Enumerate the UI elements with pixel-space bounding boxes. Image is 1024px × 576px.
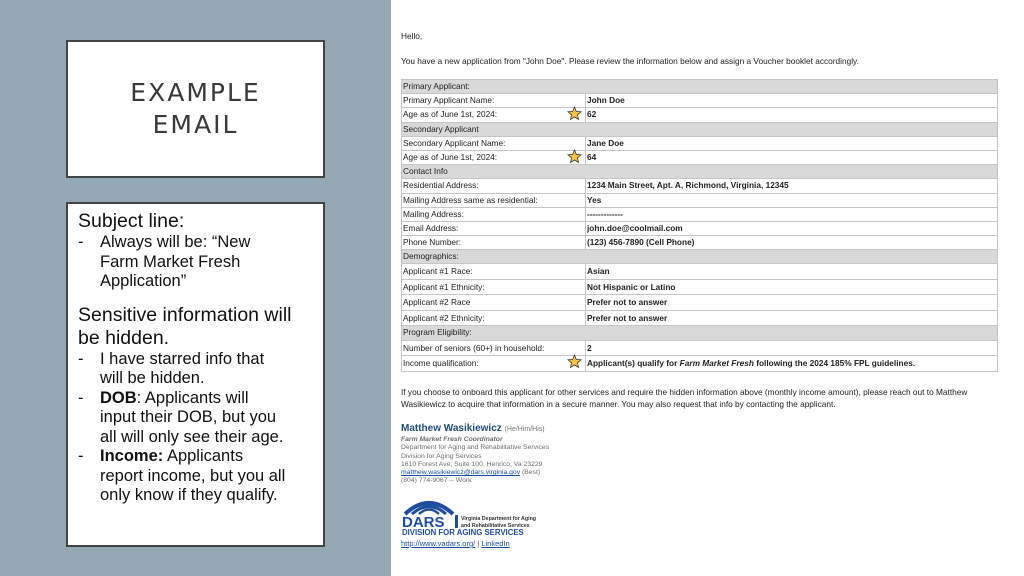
- application-table: [401, 79, 998, 372]
- signature-phone: (804) 774-9067 -- Work: [401, 477, 472, 485]
- table-row: Number of seniors (60+) in household: 2: [402, 341, 998, 357]
- section-row: Secondary Applicant: [402, 123, 998, 137]
- footer-links: http://www.vadars.org/ | LinkedIn: [401, 539, 510, 548]
- notes-box: [66, 202, 325, 547]
- email-greeting: Hello,: [401, 31, 423, 41]
- signature-email-link[interactable]: matthew.wasikiewicz@dars.virginia.gov: [401, 469, 521, 477]
- signature-division: Division for Aging Services: [401, 452, 482, 460]
- table-row: Secondary Applicant Name: Jane Doe: [402, 137, 998, 151]
- dars-logo: [401, 490, 581, 536]
- table-row: Applicant #2 Race Prefer not to answer: [402, 295, 998, 311]
- star-icon: [567, 106, 582, 121]
- dars-logo-line1: Virginia Department for Aging: [461, 516, 537, 522]
- income-bullet: - Income: Applicants report income, but you all only know if they qualify.: [78, 447, 286, 504]
- signature-name: Matthew Wasikiewicz (He/Him/His): [401, 423, 545, 434]
- sensitive-heading: Sensitive information will be hidden.: [78, 303, 292, 349]
- table-row: Mailing Address: -------------: [402, 208, 998, 222]
- slide-title: EXAMPLE EMAIL: [130, 78, 261, 139]
- dars-logo-line3: DIVISION FOR AGING SERVICES: [402, 528, 524, 536]
- table-row: Age as of June 1st, 2024: 64: [402, 151, 998, 165]
- signature-address: 1610 Forest Ave, Suite 100, Henrico, Va 23229: [401, 460, 543, 468]
- section-row: Program Eligibility:: [402, 326, 998, 340]
- subject-heading: Subject line:: [78, 210, 185, 232]
- dob-bullet: - DOB: Applicants will input their DOB, but you all will only see their age.: [78, 388, 284, 446]
- table-row: Primary Applicant Name: John Doe: [402, 94, 998, 108]
- email-intro: You have a new application from "John Doe". Please review the information below and assign a Voucher booklet accordingly.: [401, 56, 859, 66]
- table-row: Residential Address: 1234 Main Street, Apt. A, Richmond, Virginia, 12345: [402, 179, 998, 193]
- table-row: Applicant #1 Ethnicity: Not Hispanic or Latino: [402, 280, 998, 296]
- signature-role: Farm Market Fresh Coordinator: [401, 436, 503, 443]
- website-link[interactable]: http://www.vadars.org/: [401, 539, 476, 548]
- dars-logo-abbr: DARS: [402, 514, 445, 531]
- starred-bullet: - I have starred info that will be hidden.: [78, 349, 265, 387]
- table-row: Mailing Address same as residential: Yes: [402, 194, 998, 208]
- section-row: Primary Applicant:: [402, 80, 998, 94]
- table-row: Phone Number: (123) 456-7890 (Cell Phone): [402, 236, 998, 250]
- slide-title-box: [66, 40, 325, 178]
- table-row: Applicant #1 Race: Asian: [402, 264, 998, 280]
- dars-logo-line2: and Rehabilitative Services: [461, 523, 530, 529]
- signature-department: Department for Aging and Rehabilitative Services: [401, 444, 550, 452]
- section-row: Contact Info: [402, 165, 998, 179]
- table-row: Email Address: john.doe@coolmail.com: [402, 222, 998, 236]
- email-signature: Matthew Wasikiewicz (He/Him/His) Farm Market Fresh Coordinator Department for Aging and Rehabilitative Services Division for Aging Services 1610 Forest Ave, Suite 100, Henrico, Va 23229 matthew.wasikiewicz@dars.virginia.gov (Best) (804) 774-9067 -- Work: [401, 423, 550, 485]
- section-row: Demographics:: [402, 250, 998, 264]
- star-icon: [567, 354, 582, 369]
- table-row: Age as of June 1st, 2024: 62: [402, 108, 998, 122]
- subject-bullet: - Always will be: “New Farm Market Fresh Application”: [78, 233, 251, 290]
- star-icon: [567, 149, 582, 164]
- linkedin-link[interactable]: LinkedIn: [481, 539, 510, 548]
- table-row: Income qualification: Applicant(s) qualify for Farm Market Fresh following the 2024 185% FPL guidelines.: [402, 356, 998, 372]
- email-outro: If you choose to onboard this applicant for other services and require the hidden information above (monthly income amount), please reach out to Matthew Wasikiewicz to acquire that information in a secure manner. You may also request that info by contacting the applicant.: [401, 387, 968, 409]
- table-row: Applicant #2 Ethnicity: Prefer not to answer: [402, 311, 998, 327]
- left-panel: [0, 0, 391, 576]
